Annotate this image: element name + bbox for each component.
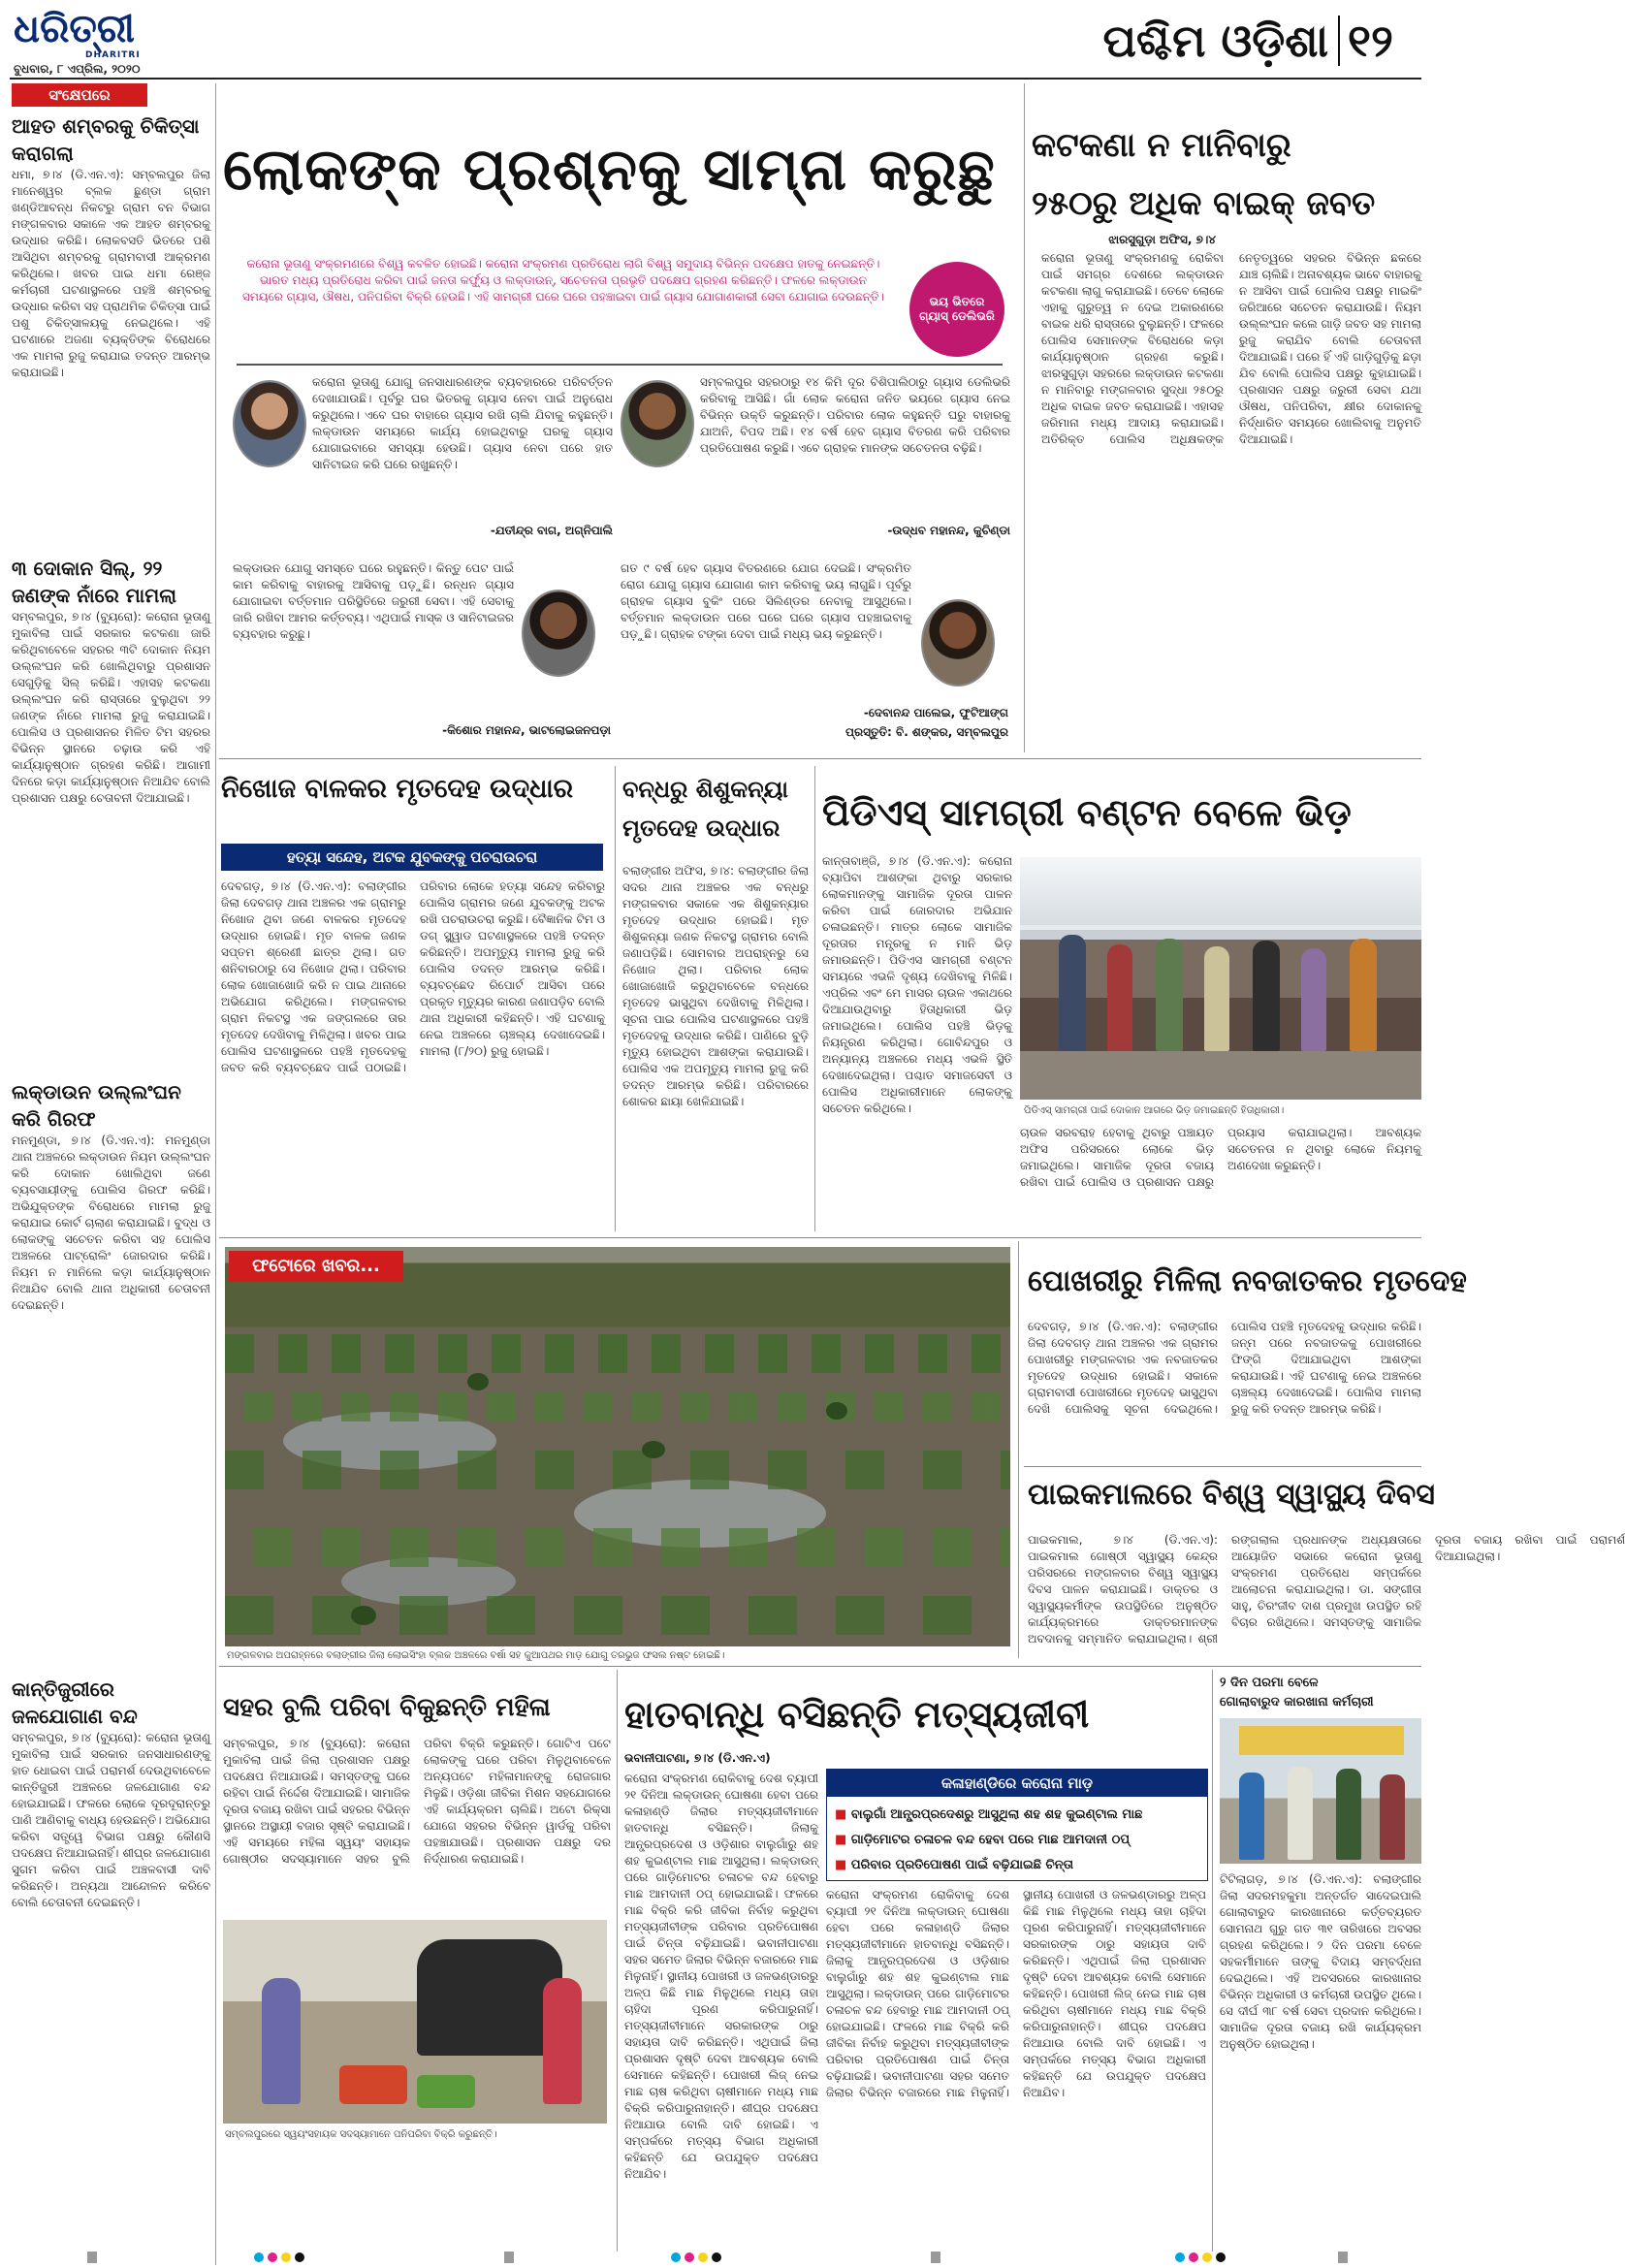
cyan-dot (1175, 2252, 1185, 2262)
page-number: ୧୨ (1348, 15, 1393, 67)
pds-headline: ପିଡିଏସ୍ ସାମଗ୍ରୀ ବଣ୍ଟନ ବେଳେ ଭିଡ଼ (822, 790, 1352, 834)
gray-block (87, 2252, 97, 2263)
quote-block (223, 370, 621, 555)
quote-text: ଗତ ୯ ବର୍ଷ ହେବ ଗ୍ୟାସ ବିତରଣରେ ଯୋଗ ଦେଇଛି। ସଂକ୍ରମିତ ରୋଗ ଯୋଗୁ ଗ୍ୟାସ ଯୋଗାଣ କାମ କରିବାକୁ ଭୟ ଲାଗୁଛି। ପୂର୍ବରୁ ଗ୍ରାହକ ଗ୍ୟାସ ବୁକିଂ ପରେ ସିଲିଣ୍ଡର ନେବାକୁ ଆସୁଥିଲେ। ବର୍ତ୍ତମାନ ଲକ୍‌ଡାଉନ ପରେ ଘରେ ଘରେ ଗ୍ୟାସ ପହଞ୍ଚାଇବାକୁ ପଡ଼ୁଛି। ଗ୍ରାହକ ଟଙ୍କା ଦେବା ପାଇଁ ମଧ୍ୟ ଭୟ କରୁଛନ୍ତି। (621, 561, 911, 641)
brief-headline: ଲକ୍‌ଡାଉନ ଉଲ୍ଲଂଘନ କରି ଗିରଫ (12, 1080, 181, 1131)
lead-tag (909, 262, 1004, 357)
fishermen-box (826, 1769, 1208, 1881)
lead-intro: କରୋନା ଭୂତାଣୁ ସଂକ୍ରମଣରେ ବିଶ୍ୱ କବଳିତ ହୋଇଛି। କରୋନା ସଂକ୍ରମଣ ପ୍ରତିରୋଧ ଲାଗି ବିଶ୍ୱ ସମୁଦାୟ ବିଭିନ୍ନ ପଦକ୍ଷେପ ହାତକୁ ନେଇଛନ୍ତି। ଭାରତ ମଧ୍ୟ ପ୍ରତିରୋଧ କରିବା ପାଇଁ ଜନତା କର୍ଫ୍ୟୁ ଓ ଲକ୍‌ଡାଉନ୍, ସଚେତନତା ପ୍ରଭୃତି ପଦକ୍ଷେପ ଗ୍ରହଣ କରିଛନ୍ତି। ଫଳରେ ଲକ୍‌ଡାଉନ ସମୟରେ ଗ୍ୟାସ, ଔଷଧ, ପନିପରିବା ବିକ୍ରି ହେଉଛି। ଏହି ସାମଗ୍ରୀ ଘରେ ଘରେ ପହଞ୍ଚାଇବା ପାଇଁ ଗ୍ୟାସ ଯୋଗାଣକାରୀ ସେବା ଯୋଗାଇ ଦେଉଛନ୍ତି। (242, 257, 884, 303)
buyer-man (262, 1978, 301, 2104)
missing-headline: ନିଖୋଜ ବାଳକର ମୃତଦେହ ଉଦ୍ଧାର (221, 774, 574, 804)
vegetable-seller-photo (223, 1920, 607, 2124)
retire-body: ଟିଟିଲାଗଡ଼, ୭।୪ (ଡି.ଏନ.ଏ): ବଲାଙ୍ଗୀର ଜିଲା ସଦରମହକୁମା ଅନ୍ତର୍ଗତ ସାଦେଇପାଲି ଗୋଲାବାରୁଦ କାରଖାନାରେ କର୍ତ୍ତବ୍ୟରତ ସୋମନାଥ ଗୁରୁ ଗତ ୩୧ ତାରିଖରେ ଅବସର ଗ୍ରହଣ କରିଥିଲେ। ୨ ଦିନ ପରମା ବେଳେ ସହକର୍ମୀମାନେ ତାଙ୍କୁ ବିଦାୟ ସମ୍ବର୍ଦ୍ଧନା ଦେଇଥିଲେ। ଏହି ଅବସରରେ କାରଖାନାର ବିଭିନ୍ନ ଅଧିକାରୀ ଓ କର୍ମଚାରୀ ଉପସ୍ଥିତ ଥିଲେ। ସେ ଦୀର୍ଘ ୩୮ ବର୍ଷ ସେବା ପ୍ରଦାନ କରିଥିଲେ। ସାମାଜିକ ଦୂରତା ବଜାୟ ରଖି କାର୍ଯ୍ୟକ୍ରମ ଅନୁଷ୍ଠିତ ହୋଇଥିଲା। (1220, 1872, 1421, 2051)
bikes-headline-line1: କଟକଣା ନ ମାନିବାରୁ (1032, 126, 1291, 165)
pds-body-continued: ଚାଉଳ ସରବରାହ ହେବାକୁ ଥିବାରୁ ପଞ୍ଚାୟତ ଅଫିସ ପରିସରରେ ଲୋକେ ଭିଡ଼ ଜମାଇଥିଲେ। ସାମାଜିକ ଦୂରତା ବଜାୟ ରଖିବା ପାଇଁ ପୋଲିସ ଓ ପ୍ରଶାସନ ପକ୍ଷରୁ ପ୍ରୟାସ କରାଯାଇଥିଲା। ଆବଶ୍ୟକ ସଚେତନତା ନ ଥିବାରୁ ଲୋକେ ନିୟମକୁ ଅଣଦେଖା କରୁଛନ୍ତି। (1020, 1126, 1421, 1189)
fishermen-body: କରୋନା ସଂକ୍ରମଣ ରୋକିବାକୁ ଦେଶ ବ୍ୟାପୀ ୨୧ ଦିନିଆ ଲକ୍‌ଡାଉନ୍ ଘୋଷଣା ହେବା ପରେ କଳାହାଣ୍ଡି ଜିଲାର ମତ୍ସ୍ୟଜୀବୀମାନେ ହାତବାନ୍ଧି ବସିଛନ୍ତି। ଜିଲାକୁ ଆନ୍ଧ୍ରପ୍ରଦେଶ ଓ ଓଡ଼ିଶାର ବାଲୁଗାଁରୁ ଶହ ଶହ କୁଇଣ୍ଟାଲ ମାଛ ଆସୁଥିଲା। ଲକ୍‌ଡାଉନ୍ ପରେ ଗାଡ଼ିମୋଟର ଚଳାଚଳ ବନ୍ଦ ହେବାରୁ ମାଛ ଆମଦାନୀ ଠପ୍ ହୋଇଯାଇଛି। ଫଳରେ ମାଛ ବିକ୍ରି କରି ଜୀବିକା ନିର୍ବାହ କରୁଥିବା ମତ୍ସ୍ୟଜୀବୀଙ୍କ ପରିବାର ପ୍ରତିପୋଷଣ ପାଇଁ ଚିନ୍ତା ବଢ଼ିଯାଇଛି। ଭବାନୀପାଟଣା ସହର ସମେତ ଜିଲାର ବିଭିନ୍ନ ବଜାରରେ ମାଛ ମିଳୁନାହିଁ। ସ୍ଥାନୀୟ ପୋଖରୀ ଓ ଜଳଭଣ୍ଡାରରୁ ଅଳ୍ପ କିଛି ମାଛ ମିଳୁଥିଲେ ମଧ୍ୟ ତାହା ଚାହିଦା ପୂରଣ କରିପାରୁନାହିଁ। ମତ୍ସ୍ୟଜୀବୀମାନେ ସରକାରଙ୍କ ଠାରୁ ସହାୟତା ଦାବି କରିଛନ୍ତି। ଏଥିପାଇଁ ଜିଲା ପ୍ରଶାସନ ଦୃଷ୍ଟି ଦେବା ଆବଶ୍ୟକ ବୋଲି ସେମାନେ କହିଛନ୍ତି। ପୋଖରୀ ଲିଜ୍ ନେଇ ମାଛ ଚାଷ କରିଥିବା ଚାଷୀମାନେ ମଧ୍ୟ ମାଛ ବିକ୍ରି କରିପାରୁନାହାନ୍ତି। ଶୀଘ୍ର ପଦକ୍ଷେପ ନିଆଯାଉ ବୋଲି ଦାବି ହୋଇଛି। ଏ ସମ୍ପର୍କରେ ମତ୍ସ୍ୟ ବିଭାଗ ଅଧିକାରୀ କହିଛନ୍ତି ଯେ ଉପଯୁକ୍ତ ପଦକ୍ଷେପ ନିଆଯିବ। (624, 1772, 818, 2181)
brief-body: ସମ୍ବଲପୁର, ୭।୪ (ବ୍ୟୁରୋ): କରୋନା ଭୂତାଣୁ ମୁକାବିଲା ପାଇଁ ସରକାର କଟକଣା ଜାରି କରିଥିବାବେଳେ ସହରର ୩ଟି ଦୋକାନ ନିୟମ ଉଲ୍ଲଂଘନ କରି ଖୋଲିଥିବାରୁ ପ୍ରଶାସନ ସେଗୁଡ଼ିକୁ ସିଲ୍ କରିଛି। ଏହାସହ କଟକଣା ଉଲ୍ଲଂଘନ କରି ରାସ୍ତାରେ ବୁଲୁଥିବା ୨୨ ଜଣଙ୍କ ନାଁରେ ମାମଲା ରୁଜୁ କରାଯାଇଛି। ପୋଲିସ ଓ ପ୍ରଶାସନର ମିଳିତ ଟିମ ସହରର ବିଭିନ୍ନ ସ୍ଥାନରେ ଚଢ଼ାଉ କରି ଏହି କାର୍ଯ୍ୟାନୁଷ୍ଠାନ ଗ୍ରହଣ କରିଛି। ଆଗାମୀ ଦିନରେ କଡ଼ା କାର୍ଯ୍ୟାନୁଷ୍ଠାନ ନିଆଯିବ ବୋଲି ପ୍ରଶାସନ ପକ୍ଷରୁ ଚେତାବନୀ ଦିଆଯାଇଛି। (12, 610, 210, 805)
attendee (1336, 1769, 1361, 1860)
brief-body: ସମ୍ବଲପୁର, ୭।୪ (ବ୍ୟୁରୋ): କରୋନା ଭୂତାଣୁ ମୁକାବିଲା ପାଇଁ ସରକାର ଜନସାଧାରଣଙ୍କୁ ହାତ ଧୋଇବା ପାଇଁ ପରାମର୍ଶ ଦେଉଥିବାବେଳେ କାନ୍ତିଜୁରୀ ଅଞ୍ଚଳରେ ଜଳଯୋଗାଣ ବନ୍ଦ ହୋଇଯାଇଛି। ଫଳରେ ଲୋକେ ଦୂରଦୂରାନ୍ତରୁ ପାଣି ଆଣିବାକୁ ବାଧ୍ୟ ହେଉଛନ୍ତି। ଅଭିଯୋଗ କରିବା ସତ୍ତ୍ୱେ ବିଭାଗ ପକ୍ଷରୁ କୌଣସି ପଦକ୍ଷେପ ନିଆଯାଇନାହିଁ। ଶୀଘ୍ର ଜଳଯୋଗାଣ ସୁଗମ କରିବା ପାଇଁ ଅଞ୍ଚଳବାସୀ ଦାବି କରିଛନ୍ତି। ଅନ୍ୟଥା ଆନ୍ଦୋଳନ କରିବେ ବୋଲି ଚେତାବନୀ ଦେଇଛନ୍ତି। (12, 1731, 210, 1909)
section-rule (1024, 1466, 1421, 1467)
bullet-text: ପରିବାର ପ୍ରତିପୋଷଣ ପାଇଁ ବଢ଼ିଯାଇଛି ଚିନ୍ତା (850, 1858, 1074, 1872)
print-registration-strip (0, 2248, 1431, 2268)
vine-row (225, 1334, 1010, 1373)
brief-item (12, 555, 210, 1045)
fishermen-body-continued: କରୋନା ସଂକ୍ରମଣ ରୋକିବାକୁ ଦେଶ ବ୍ୟାପୀ ୨୧ ଦିନିଆ ଲକ୍‌ଡାଉନ୍ ଘୋଷଣା ହେବା ପରେ କଳାହାଣ୍ଡି ଜିଲାର ମତ୍ସ୍ୟଜୀବୀମାନେ ହାତବାନ୍ଧି ବସିଛନ୍ତି। ଜିଲାକୁ ଆନ୍ଧ୍ରପ୍ରଦେଶ ଓ ଓଡ଼ିଶାର ବାଲୁଗାଁରୁ ଶହ ଶହ କୁଇଣ୍ଟାଲ ମାଛ ଆସୁଥିଲା। ଲକ୍‌ଡାଉନ୍ ପରେ ଗାଡ଼ିମୋଟର ଚଳାଚଳ ବନ୍ଦ ହେବାରୁ ମାଛ ଆମଦାନୀ ଠପ୍ ହୋଇଯାଇଛି। ଫଳରେ ମାଛ ବିକ୍ରି କରି ଜୀବିକା ନିର୍ବାହ କରୁଥିବା ମତ୍ସ୍ୟଜୀବୀଙ୍କ ପରିବାର ପ୍ରତିପୋଷଣ ପାଇଁ ଚିନ୍ତା ବଢ଼ିଯାଇଛି। ଭବାନୀପାଟଣା ସହର ସମେତ ଜିଲାର ବିଭିନ୍ନ ବଜାରରେ ମାଛ ମିଳୁନାହିଁ। ସ୍ଥାନୀୟ ପୋଖରୀ ଓ ଜଳଭଣ୍ଡାରରୁ ଅଳ୍ପ କିଛି ମାଛ ମିଳୁଥିଲେ ମଧ୍ୟ ତାହା ଚାହିଦା ପୂରଣ କରିପାରୁନାହିଁ। ମତ୍ସ୍ୟଜୀବୀମାନେ ସରକାରଙ୍କ ଠାରୁ ସହାୟତା ଦାବି କରିଛନ୍ତି। ଏଥିପାଇଁ ଜିଲା ପ୍ରଶାସନ ଦୃଷ୍ଟି ଦେବା ଆବଶ୍ୟକ ବୋଲି ସେମାନେ କହିଛନ୍ତି। ପୋଖରୀ ଲିଜ୍ ନେଇ ମାଛ ଚାଷ କରିଥିବା ଚାଷୀମାନେ ମଧ୍ୟ ମାଛ ବିକ୍ରି କରିପାରୁନାହାନ୍ତି। ଶୀଘ୍ର ପଦକ୍ଷେପ ନିଆଯାଉ ବୋଲି ଦାବି ହୋଇଛି। ଏ ସମ୍ପର୍କରେ ମତ୍ସ୍ୟ ବିଭାଗ ଅଧିକାରୀ କହିଛନ୍ତି ଯେ ଉପଯୁକ୍ତ ପଦକ୍ଷେପ ନିଆଯିବ। (826, 1888, 1206, 2099)
retire-headline-line1: ୨ ଦିନ ପରମା ବେଳେ (1220, 1676, 1319, 1690)
watermelon (351, 1606, 376, 1625)
cyan-dot (671, 2252, 681, 2262)
fishermen-bullet: ■ ବାଲୁଗାଁ ଆନ୍ଧ୍ରପ୍ରଦେଶରୁ ଆସୁଥିଲା ଶହ ଶହ କୁଇଣ୍ଟାଲ ମାଛ (835, 1807, 1143, 1822)
missing-body: ଦେବଗଡ଼, ୭।୪ (ଡି.ଏନ.ଏ): ବଲାଙ୍ଗୀର ଜିଲା ଦେବଗଡ଼ ଥାନା ଅଞ୍ଚଳର ଏକ ଗ୍ରାମରୁ ନିଖୋଜ ଥିବା ଜଣେ ବାଳକର ମୃତଦେହ ଉଦ୍ଧାର ହୋଇଛି। ମୃତ ବାଳକ ଜଣକ ସପ୍ତମ ଶ୍ରେଣୀ ଛାତ୍ର ଥିଲା। ଗତ ଶନିବାରଠାରୁ ସେ ନିଖୋଜ ଥିଲା। ପରିବାର ଲୋକ ଖୋଜାଖୋଜି କରି ନ ପାଇ ଥାନାରେ ଅଭିଯୋଗ କରିଥିଲେ। ମଙ୍ଗଳବାର ଗ୍ରାମ ନିକଟସ୍ଥ ଏକ ଜଙ୍ଗଲରେ ତାର ମୃତଦେହ ଦେଖିବାକୁ ମିଳିଥିଲା। ଖବର ପାଇ ପୋଲିସ ଘଟଣାସ୍ଥଳରେ ପହଞ୍ଚି ମୃତଦେହକୁ ଜବତ କରି ବ୍ୟବଚ୍ଛେଦ ପାଇଁ ପଠାଇଛି। ପରିବାର ଲୋକେ ହତ୍ୟା ସନ୍ଦେହ କରିବାରୁ ପୋଲିସ ଗ୍ରାମର ଜଣେ ଯୁବକଙ୍କୁ ଅଟକ ରଖି ପଚରାଉଚରା କରୁଛି। ବୈଜ୍ଞାନିକ ଟିମ ଓ ଡଗ୍ ସ୍କ୍ୱାଡ ଘଟଣାସ୍ଥଳରେ ପହଞ୍ଚି ତଦନ୍ତ କରିଛନ୍ତି। ଅପମୃତ୍ୟୁ ମାମଲା ରୁଜୁ କରି ପୋଲିସ ତଦନ୍ତ ଆରମ୍ଭ କରିଛି। ବ୍ୟବଚ୍ଛେଦ ରିପୋର୍ଟ ଆସିବା ପରେ ପ୍ରକୃତ ମୃତ୍ୟୁର କାରଣ ଜଣାପଡ଼ିବ ବୋଲି ଥାନା ଅଧିକାରୀ କହିଛନ୍ତି। ଏହି ଘଟଣାକୁ ନେଇ ଅଞ୍ଚଳରେ ଚାଞ୍ଚଲ୍ୟ ଦେଖାଦେଇଛି। ମାମଲା (୮/୨୦) ରୁଜୁ ହୋଇଛି। (221, 879, 605, 1074)
portrait-photo (522, 590, 595, 677)
brief-headline: ଆହତ ଶମ୍ବରକୁ ଚିକିତ୍ସା କରାଗଲା (12, 114, 200, 165)
pds-caption: ପିଡିଏସ୍ ସାମଗ୍ରୀ ପାଇଁ ଦୋକାନ ଆଗରେ ଭିଡ଼ ଜମାଇଛନ୍ତି ହିତାଧିକାରୀ। (1024, 1105, 1285, 1116)
masthead-rule (10, 78, 1421, 80)
brief-headline: କାନ୍ତିଜୁରୀରେ ଜଳଯୋଗାଣ ବନ୍ଦ (12, 1677, 138, 1728)
pds-person (1156, 939, 1183, 1051)
quote-block (223, 560, 621, 754)
section-title: ପଶ୍ଚିମ ଓଡ଼ିଶା (1102, 15, 1328, 67)
pond-headline: ପୋଖରୀରୁ ମିଳିଲା ନବଜାତକର ମୃତଦେହ (1028, 1264, 1467, 1298)
brief-item (12, 1078, 210, 1695)
cyan-dot (254, 2252, 264, 2262)
brief-body: ମନମୁଣ୍ଡା, ୭।୪ (ଡି.ଏନ.ଏ): ମନମୁଣ୍ଡା ଥାନା ଅଞ୍ଚଳରେ ଲକ୍‌ଡାଉନ ନିୟମ ଉଲ୍ଲଂଘନ କରି ଦୋକାନ ଖୋଲିଥିବା ଜଣେ ବ୍ୟବସାୟୀଙ୍କୁ ପୋଲିସ ଗିରଫ କରିଛି। ଅଭିଯୁକ୍ତଙ୍କ ବିରୋଧରେ ମାମଲା ରୁଜୁ କରାଯାଇ କୋର୍ଟ ଚାଲାଣ କରାଯାଇଛି। ବୁଦ୍ଧ ଓ ଲୋକଙ୍କୁ ସଚେତନ କରିବା ସହ ପୋଲିସ ଅଞ୍ଚଳରେ ପାଟ୍ରୋଲିଂ ଜୋରଦାର କରିଛି। ନିୟମ ନ ମାନିଲେ କଡ଼ା କାର୍ଯ୍ୟାନୁଷ୍ଠାନ ନିଆଯିବ ବୋଲି ଥାନା ଅଧିକାରୀ ଚେତାବନୀ ଦେଇଛନ୍ତି। (12, 1134, 210, 1312)
fishermen-dateline: ଭବାନୀପାଟଣା, ୭।୪ (ଡି.ଏନ.ଏ) (624, 1751, 771, 1765)
vegetable-headline: ସହର ବୁଲି ପରିବା ବିକୁଛନ୍ତି ମହିଳା (223, 1693, 551, 1722)
girl-headline-line2: ମୃତଦେହ ଉଦ୍ଧାର (622, 814, 781, 842)
column-divider (814, 766, 815, 1231)
portrait-photo (621, 380, 694, 467)
section-rule (219, 758, 1421, 759)
retirement-ceremony-photo (1220, 1718, 1421, 1864)
watermelon (826, 1402, 847, 1420)
fishermen-bullet: ■ ଗାଡ଼ିମୋଟର ଚଳାଚଳ ବନ୍ଦ ହେବା ପରେ ମାଛ ଆମଦାନୀ ଠପ୍ (835, 1833, 1131, 1847)
column-divider (1024, 83, 1025, 752)
fishermen-bullets (835, 1803, 1199, 1878)
magenta-dot (268, 2252, 277, 2262)
vegetable-caption: ସମ୍ବଲପୁରରେ ସ୍ୱୟଂସହାୟକ ସଦସ୍ୟାମାନେ ପନିପରିବା ବିକ୍ରି କରୁଛନ୍ତି। (225, 2129, 497, 2140)
bikes-body: କରୋନା ଭୂତାଣୁ ସଂକ୍ରମଣକୁ ରୋକିବା ପାଇଁ ସମଗ୍ର ଦେଶରେ ଲକ୍‌ଡାଉନ କଟକଣା ଲାଗୁ କରାଯାଇଛି। ତେବେ ଲୋକେ ଏହାକୁ ଗୁରୁତ୍ୱ ନ ଦେଇ ଅକାରଣରେ ବାଇକ ଧରି ରାସ୍ତାରେ ବୁଲୁଛନ୍ତି। ଫଳରେ ପୋଲିସ ସେମାନଙ୍କ ବିରୋଧରେ କଡ଼ା କାର୍ଯ୍ୟାନୁଷ୍ଠାନ ଗ୍ରହଣ କରୁଛି। ଝାରସୁଗୁଡ଼ା ସହରରେ ଲକ୍‌ଡାଉନ କଟକଣା ନ ମାନିବାରୁ ମଙ୍ଗଳବାର ସୁଦ୍ଧା ୨୫୦ରୁ ଅଧିକ ବାଇକ ଜବତ କରାଯାଇଛି। ଏହାସହ ଜରିମାନା ମଧ୍ୟ ଆଦାୟ କରାଯାଇଛି। ଅତିରିକ୍ତ ପୋଲିସ ଅଧିକ୍ଷକଙ୍କ ନେତୃତ୍ୱରେ ସହରର ବିଭିନ୍ନ ଛକରେ ଯାଞ୍ଚ ଚାଲିଛି। ଅନାବଶ୍ୟକ ଭାବେ ବାହାରକୁ ନ ଆସିବା ପାଇଁ ପୋଲିସ ପକ୍ଷରୁ ମାଇକିଂ ଜରିଆରେ ସଚେତନ କରାଯାଉଛି। ନିୟମ ଉଲ୍ଲଂଘନ କଲେ ଗାଡ଼ି ଜବତ ସହ ମାମଲା ରୁଜୁ କରାଯିବ ବୋଲି ଚେତାବନୀ ଦିଆଯାଇଛି। ପରେ ହିଁ ଏହି ଗାଡ଼ିଗୁଡ଼ିକୁ ଛଡ଼ା ଯିବ ବୋଲି ପୋଲିସ ପକ୍ଷରୁ କୁହାଯାଇଛି। ପ୍ରଶାସନ ପକ୍ଷରୁ ଜରୁରୀ ସେବା ଯଥା ଔଷଧ, ପନିପରିବା, କ୍ଷୀର ଦୋକାନକୁ ନିର୍ଦ୍ଧାରିତ ସମୟରେ ଖୋଲିବାକୁ ଅନୁମତି ଦିଆଯାଇଛି। (1041, 251, 1421, 446)
section-rule (219, 1666, 1421, 1667)
quote-block (621, 370, 1018, 555)
pds-crowd-photo (1020, 857, 1421, 1100)
banner (1239, 1726, 1404, 1755)
vine-row (225, 1596, 1010, 1635)
quote-block (621, 560, 1018, 754)
auto-rickshaw (417, 1939, 562, 2056)
girl-body: ବଲାଙ୍ଗୀର ଅଫିସ, ୭।୪: ବଲାଙ୍ଗୀର ଜିଲା ସଦର ଥାନା ଅଞ୍ଚଳର ଏକ ବନ୍ଧରୁ ମଙ୍ଗଳବାର ସକାଳେ ଏକ ଶିଶୁକନ୍ୟାର ମୃତଦେହ ଉଦ୍ଧାର ହୋଇଛି। ମୃତ ଶିଶୁକନ୍ୟା ଜଣକ ନିକଟସ୍ଥ ଗ୍ରାମର ବୋଲି ଜଣାପଡ଼ିଛି। ସୋମବାର ଅପରାହ୍ନରୁ ସେ ନିଖୋଜ ଥିଲା। ପରିବାର ଲୋକ ଖୋଜାଖୋଜି କରୁଥିବାବେଳେ ବନ୍ଧରେ ମୃତଦେହ ଭାସୁଥିବା ଦେଖିବାକୁ ମିଳିଥିଲା। ସୂଚନା ପାଇ ପୋଲିସ ଘଟଣାସ୍ଥଳରେ ପହଞ୍ଚି ମୃତଦେହକୁ ଉଦ୍ଧାର କରିଛି। ପାଣିରେ ବୁଡ଼ି ମୃତ୍ୟୁ ହୋଇଥିବା ଆଶଙ୍କା କରାଯାଉଛି। ପୋଲିସ ଏକ ଅପମୃତ୍ୟୁ ମାମଲା ରୁଜୁ କରି ତଦନ୍ତ ଆରମ୍ଭ କରିଛି। ପରିବାରରେ ଶୋକର ଛାୟା ଖେଳିଯାଇଛି। (622, 864, 809, 1108)
pds-person (1204, 946, 1229, 1051)
gray-block (504, 2252, 514, 2263)
pds-body: କାନ୍ତାବାଞ୍ଜି, ୭।୪ (ଡି.ଏନ.ଏ): କରୋନା ବ୍ୟାପିବା ଆଶଙ୍କା ଥିବାରୁ ସରକାର ଲୋକମାନଙ୍କୁ ସାମାଜିକ ଦୂରତା ପାଳନ କରିବା ପାଇଁ ଜୋରଦାର ଅଭିଯାନ ଚଳାଇଛନ୍ତି। ମାତ୍ର ଲୋକେ ସାମାଜିକ ଦୂରତାର ମନ୍ତ୍ରକୁ ନ ମାନି ଭିଡ଼ ଜମାଉଛନ୍ତି। ପିଡିଏସ ସାମଗ୍ରୀ ବଣ୍ଟନ ସମୟରେ ଏଭଳି ଦୃଶ୍ୟ ଦେଖିବାକୁ ମିଳିଛି। ଏପ୍ରିଲ ଏବଂ ମେ ମାସର ଚାଉଳ ଏକାଥରେ ଦିଆଯାଉଥିବାରୁ ହିତାଧିକାରୀ ଭିଡ଼ ଜମାଇଥିଲେ। ପୋଲିସ ପହଞ୍ଚି ଭିଡ଼କୁ ନିୟନ୍ତ୍ରଣ କରିଥିଲା। ଗୋବିନ୍ଦପୁର ଓ ଅନ୍ୟାନ୍ୟ ଅଞ୍ଚଳରେ ମଧ୍ୟ ଏଭଳି ସ୍ଥିତି ଦେଖାଦେଇଥିଲା। ପଶ୍ଚାତ ସମାଜସେବୀ ଓ ପୋଲିସ ଅଧିକାରୀମାନେ ଲୋକଙ୍କୁ ସଚେତନ କରିଥିଲେ। (822, 854, 1012, 1115)
brief-divider (215, 83, 216, 2265)
missing-strap: ହତ୍ୟା ସନ୍ଦେହ, ଅଟକ ଯୁବକଙ୍କୁ ପଚରାଉଚରା (221, 844, 603, 871)
quote-text: ସମ୍ବଲପୁର ସହରଠାରୁ ୧୪ କିମି ଦୂର ବିଶିପାଲିଠାରୁ ଗ୍ୟାସ ଡେଲିଭରି କରିବାକୁ ଆସିଛି। ଗାଁ ଲୋକ କରୋନା ଜନିତ ଭୟରେ ଗ୍ୟାସ ନେଇ ବିଭିନ୍ନ ଉକ୍ତି କରୁଛନ୍ତି। ପରିବାର ଲୋକ କହୁଛନ୍ତି ଘରୁ ବାହାରକୁ ଯାଅନି, ବିପଦ ଅଛି। ୧୪ ବର୍ଷ ହେବ ଗ୍ୟାସ ବିତରଣ କରି ପରିବାର ପ୍ରତିପୋଷଣ କରୁଛି। ଏବେ ଗ୍ରାହକ ମାନଙ୍କ ସଚେତନତା ବଢ଼ିଛି। (700, 375, 1010, 455)
watermelon-field-photo (225, 1247, 1010, 1646)
bikes-dateline: ଝାରସୁଗୁଡ଼ା ଅଫିସ, ୭।୪ (1108, 233, 1216, 246)
quote-signature: -ଉଦ୍ଧବ ମହାନନ୍ଦ, କୁଚିଣ୍ଡା (887, 524, 1010, 537)
fishermen-bullet: ■ ପରିବାର ପ୍ରତିପୋଷଣ ପାଇଁ ବଢ଼ିଯାଇଛି ଚିନ୍ତା (835, 1858, 1074, 1872)
lead-tag-text: ଭୟ ଭିତରେ ଗ୍ୟାସ୍ ଡେଲିଭରି (919, 295, 995, 323)
portrait-photo (233, 380, 306, 467)
pds-person (1059, 935, 1086, 1051)
vegetable-basket (417, 2075, 475, 2108)
pds-person (1350, 939, 1377, 1051)
seller-woman (543, 1978, 582, 2104)
yellow-dot (281, 2252, 291, 2262)
vine-row (225, 1451, 1010, 1489)
brief-tag: ସଂକ୍ଷେପରେ (12, 83, 147, 107)
pds-person (1301, 948, 1326, 1051)
attendee (1288, 1767, 1313, 1860)
portrait-photo (921, 599, 995, 687)
gray-block (1338, 2252, 1348, 2263)
girl-headline-line1: ବନ୍ଧରୁ ଶିଶୁକନ୍ୟା (622, 775, 788, 803)
brief-headline: ୩ ଦୋକାନ ସିଲ୍, ୨୨ ଜଣଙ୍କ ନାଁରେ ମାମଲା (12, 557, 176, 607)
logo (14, 8, 159, 52)
page-no-divider (1338, 16, 1340, 66)
section-rule (219, 1237, 1421, 1238)
pond-body: ଦେବଗଡ଼, ୭।୪ (ଡି.ଏନ.ଏ): ବଲାଙ୍ଗୀର ଜିଲା ଦେବଗଡ଼ ଥାନା ଅଞ୍ଚଳର ଏକ ଗ୍ରାମର ପୋଖରୀରୁ ମଙ୍ଗଳବାର ଏକ ନବଜାତକର ମୃତଦେହ ଉଦ୍ଧାର ହୋଇଛି। ସକାଳେ ଗ୍ରାମବାସୀ ପୋଖରୀରେ ମୃତଦେହ ଭାସୁଥିବା ଦେଖି ପୋଲିସକୁ ସୂଚନା ଦେଇଥିଲେ। ପୋଲିସ ପହଞ୍ଚି ମୃତଦେହକୁ ଉଦ୍ଧାର କରିଛି। ଜନ୍ମ ପରେ ନବଜାତକକୁ ପୋଖରୀରେ ଫିଙ୍ଗି ଦିଆଯାଇଥିବା ଆଶଙ୍କା କରାଯାଉଛି। ଏହି ଘଟଣାକୁ ନେଇ ଅଞ୍ଚଳରେ ଚାଞ୍ଚଲ୍ୟ ଦେଖାଦେଇଛି। ପୋଲିସ ମାମଲା ରୁଜୁ କରି ତଦନ୍ତ ଆରମ୍ଭ କରିଛି। (1028, 1320, 1421, 1416)
brief-item (12, 1676, 210, 2234)
attendee (1380, 1774, 1405, 1860)
logo-text: ଧରିତ୍ରୀ (14, 7, 135, 51)
brief-body: ଧମା, ୭।୪ (ଡି.ଏନ.ଏ): ସମ୍ବଲପୁର ଜିଲା ମାନେଶ୍ୱର ବ୍ଲକ ଛୁଣ୍ଡା ଗ୍ରାମ ଖଣ୍ଡିଆବନ୍ଧ ନିକଟରୁ ଗ୍ରାମ ବନ ବିଭାଗ ମଙ୍ଗଳବାର ସକାଳେ ଏକ ଆହତ ଶମ୍ବରକୁ ଉଦ୍ଧାର କରିଛି। ଲୋକବସତି ଭିତରେ ପଶି ଆସିଥିବା ଶମ୍ବରକୁ ଗ୍ରାମବାସୀ ଆକ୍ରମଣ କରିଥିଲେ। ଖବର ପାଇ ଧମା ରେଞ୍ଜ କର୍ମଚାରୀ ଘଟଣାସ୍ଥଳରେ ପହଞ୍ଚି ଶମ୍ବରକୁ ଉଦ୍ଧାର କରିବା ସହ ପ୍ରାଥମିକ ଚିକିତ୍ସା ପାଇଁ ପଶୁ ଚିକିତ୍ସାଳୟକୁ ନେଇଥିଲେ। ଏହି ଘଟଣାରେ ଅଜଣା ବ୍ୟକ୍ତିଙ୍କ ବିରୋଧରେ ଏକ ମାମଲା ରୁଜୁ କରାଯାଇ ତଦନ୍ତ ଆରମ୍ଭ କରାଯାଇଛି। (12, 168, 210, 379)
black-dot (1216, 2252, 1226, 2262)
fishermen-headline: ହାତବାନ୍ଧି ବସିଛନ୍ତି ମତ୍ସ୍ୟଜୀବୀ (624, 1692, 1090, 1736)
quote-text: କରୋନା ଭୂତାଣୁ ଯୋଗୁ ଜନସାଧାରଣଙ୍କ ବ୍ୟବହାରରେ ପରିବର୍ତ୍ତନ ଦେଖାଯାଉଛି। ପୂର୍ବରୁ ଘର ଭିତରକୁ ଗ୍ୟାସ ନେବା ପାଇଁ ଅନୁରୋଧ କରୁଥିଲେ। ଏବେ ଘର ବାହାରେ ଗ୍ୟାସ ରଖି ଚାଲି ଯିବାକୁ କହୁଛନ୍ତି। ଲକ୍‌ଡାଉନ ସମୟରେ କାର୍ଯ୍ୟ ହୋଇଥିବାରୁ ଘରକୁ ଗ୍ୟାସ ଯୋଗାଇବାରେ ସମସ୍ୟା ହେଉଛି। ଗ୍ୟାସ ନେବା ପରେ ହାତ ସାନିଟାଇଜ କରି ଘରେ ରଖୁଛନ୍ତି। (312, 375, 613, 471)
lead-credit: ପ୍ରସ୍ତୁତି: ବି. ଶଙ୍କର, ସମ୍ବଲପୁର (845, 725, 1008, 739)
lead-ornament-rule (237, 364, 1003, 366)
magenta-dot (685, 2252, 694, 2262)
brief-item (12, 112, 210, 535)
quote-signature: -ଯତୀନ୍ଦ୍ର ବାଗ, ଅଗ୍ନିପାଲି (490, 524, 613, 537)
column-divider (615, 766, 616, 1231)
watermelon (467, 1373, 489, 1390)
lead-headline: ଲୋକଙ୍କ ପ୍ରଶ୍ନକୁ ସାମ୍ନା କରୁଛୁ (223, 136, 996, 204)
health-headline: ପାଇକମାଲରେ ବିଶ୍ୱ ସ୍ୱାସ୍ଥ୍ୟ ଦିବସ (1028, 1478, 1435, 1512)
pds-person (1107, 944, 1132, 1051)
bullet-text: ଗାଡ଼ିମୋଟର ଚଳାଚଳ ବନ୍ଦ ହେବା ପରେ ମାଛ ଆମଦାନୀ ଠପ୍ (850, 1833, 1131, 1847)
pds-person (1253, 941, 1280, 1051)
quote-signature: -କିଶୋର ମହାନନ୍ଦ, ଭାଟଲୋଇଜନପଡ଼ା (442, 723, 611, 737)
bikes-headline-line2: ୨୫୦ରୁ ଅଧିକ ବାଇକ୍ ଜବତ (1032, 184, 1376, 223)
column-divider (1212, 1670, 1213, 2252)
column-divider (1018, 1241, 1019, 1658)
vegetable-body: ସମ୍ବଲପୁର, ୭।୪ (ବ୍ୟୁରୋ): କରୋନା ମୁକାବିଲା ପାଇଁ ଜିଲା ପ୍ରଶାସନ ପକ୍ଷରୁ ପଦକ୍ଷେପ ନିଆଯାଉଛି। ସମସ୍ତଙ୍କୁ ଘରେ ରହିବା ପାଇଁ ନିର୍ଦ୍ଦେଶ ଦିଆଯାଇଛି। ସାମାଜିକ ଦୂରତା ବଜାୟ ରଖିବା ପାଇଁ ସହରର ବିଭିନ୍ନ ସ୍ଥାନରେ ଅସ୍ଥାୟୀ ବଜାର ସୃଷ୍ଟି କରାଯାଇଛି। ଏହି ସମୟରେ ମହିଳା ସ୍ୱୟଂ ସହାୟକ ଗୋଷ୍ଠୀର ସଦସ୍ୟାମାନେ ସହର ବୁଲି ପରିବା ବିକ୍ରି କରୁଛନ୍ତି। ଗୋଟିଏ ପଟେ ଲୋକଙ୍କୁ ଘରେ ପରିବା ମିଳୁଥିବାବେଳେ ଅନ୍ୟପଟେ ମହିଳାମାନଙ୍କୁ ରୋଜଗାର ମିଳୁଛି। ଓଡ଼ିଶା ଜୀବିକା ମିଶନ ସହଯୋଗରେ ଏହି କାର୍ଯ୍ୟକ୍ରମ ଚାଲିଛି। ଅଟୋ ରିକ୍ସା ଯୋଗେ ସହରର ବିଭିନ୍ନ ୱାର୍ଡକୁ ପରିବା ପହଞ୍ଚାଯାଉଛି। ପ୍ରଶାସନ ପକ୍ଷରୁ ଦର ନିର୍ଦ୍ଧାରଣ କରାଯାଇଛି। (223, 1737, 611, 1866)
logo-en: DHARITRI (85, 50, 141, 60)
attendee (1239, 1773, 1264, 1860)
health-body: ପାଇକମାଲ, ୭।୪ (ଡି.ଏନ.ଏ): ପାଇକମାଲ ଗୋଷ୍ଠୀ ସ୍ୱାସ୍ଥ୍ୟ କେନ୍ଦ୍ର ପରିସରରେ ମଙ୍ଗଳବାର ବିଶ୍ୱ ସ୍ୱାସ୍ଥ୍ୟ ଦିବସ ପାଳନ କରାଯାଇଛି। ଡାକ୍ତର ଓ ସ୍ୱାସ୍ଥ୍ୟକର୍ମୀଙ୍କ ଉପସ୍ଥିତିରେ ଅନୁଷ୍ଠିତ କାର୍ଯ୍ୟକ୍ରମରେ ଡାକ୍ତରମାନଙ୍କ ଅବଦାନକୁ ସମ୍ମାନିତ କରାଯାଇଥିଲା। ଶ୍ରୀ ରଙ୍ଗଲାଲ ପ୍ରଧାନଙ୍କ ଅଧ୍ୟକ୍ଷତାରେ ଆୟୋଜିତ ସଭାରେ କରୋନା ଭୂତାଣୁ ସଂକ୍ରମଣ ପ୍ରତିରୋଧ ସମ୍ପର୍କରେ ଆଲୋଚନା କରାଯାଇଥିଲା। ଡା. ସଙ୍ଗୀତା ସାହୁ, ଚିରଂଜୀବ ଦାଶ ପ୍ରମୁଖ ଉପସ୍ଥିତ ରହି ବିଚାର ରଖିଥିଲେ। ସମସ୍ତଙ୍କୁ ସାମାଜିକ ଦୂରତା ବଜାୟ ରଖିବା ପାଇଁ ପରାମର୍ଶ ଦିଆଯାଇଥିଲା। (1028, 1533, 1625, 1645)
vine-row (225, 1528, 1010, 1567)
retire-headline-line2: ଗୋଲାବାରୁଦ କାରଖାନା କର୍ମଚାରୀ (1220, 1695, 1374, 1709)
vine-row (225, 1392, 1010, 1421)
black-dot (295, 2252, 304, 2262)
photo-news-tag: ଫଟୋରେ ଖବର... (229, 1251, 403, 1282)
fishermen-box-title: କଳାହାଣ୍ଡିରେ କରୋନା ମାଡ଼ (827, 1770, 1207, 1797)
yellow-dot (1202, 2252, 1212, 2262)
bullet-text: ବାଲୁଗାଁ ଆନ୍ଧ୍ରପ୍ରଦେଶରୁ ଆସୁଥିଲା ଶହ ଶହ କୁଇଣ୍ଟାଲ ମାଛ (850, 1807, 1143, 1822)
pds-tent (1020, 857, 1421, 925)
black-dot (712, 2252, 721, 2262)
yellow-dot (698, 2252, 708, 2262)
column-divider (617, 1670, 618, 2252)
photo-news-caption: ମଙ୍ଗଳବାର ଅପରାହ୍ନରେ ବଲାଙ୍ଗୀର ଜିଲା ଲୋଇସିଂହା ବ୍ଲକ ଅଞ୍ଚଳରେ ବର୍ଷା ସହ କୁଆପଥର ମାଡ଼ ଯୋଗୁ ତରଭୁଜ ଫସଲ ନଷ୍ଟ ହୋଇଛି। (227, 1650, 725, 1661)
magenta-dot (1189, 2252, 1198, 2262)
issue-date: ବୁଧବାର, ୮ ଏପ୍ରିଲ, ୨୦୨୦ (14, 62, 141, 76)
watermelon (642, 1441, 665, 1458)
quote-text: ଲକ୍‌ଡାଉନ ଯୋଗୁ ସମସ୍ତେ ଘରେ ରହୁଛନ୍ତି। କିନ୍ତୁ ପେଟ ପାଇଁ କାମ କରିବାକୁ ବାହାରକୁ ଆସିବାକୁ ପଡ଼ୁଛି। ରନ୍ଧନ ଗ୍ୟାସ ଯୋଗାଇବା ବର୍ତ୍ତମାନ ପରିସ୍ଥିତିରେ ଜରୁରୀ ସେବା। ଏହି ସେବାକୁ ଜାରି ରଖିବା ଆମର କର୍ତ୍ତବ୍ୟ। ଏଥିପାଇଁ ମାସ୍କ ଓ ସାନିଟାଇଜର ବ୍ୟବହାର କରୁଛୁ। (233, 561, 514, 641)
vegetable-basket (339, 2065, 407, 2104)
gray-block (931, 2252, 940, 2263)
quote-signature: -ଦେବାନନ୍ଦ ପାଲେଇ, ଫୁଟିଆଙ୍ଗ (863, 706, 1008, 719)
